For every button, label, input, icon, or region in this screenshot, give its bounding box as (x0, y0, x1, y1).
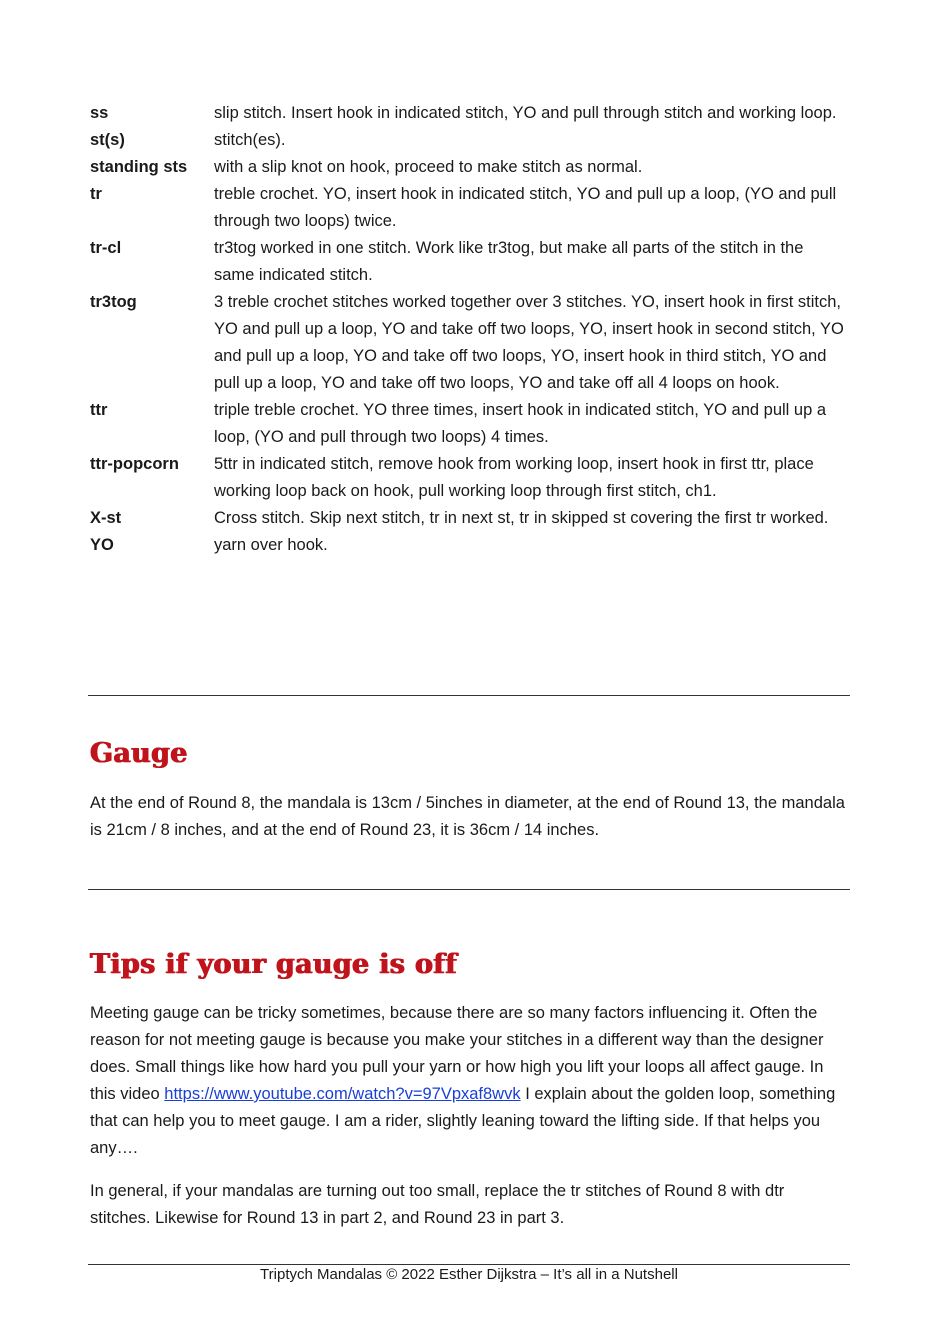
abbreviation-definition: triple treble crochet. YO three times, insert hook in indicated stitch, YO and pull up a loop, (YO and pull through two loops) 4 times. (214, 401, 827, 446)
tips-paragraph-2: In general, if your mandalas are turning out too small, replace the tr stitches of Round 8 with dtr stitches. Likewise for Round 13 in part 2, and Round 23 in part 3. (90, 1182, 785, 1227)
youtube-video-link[interactable]: https://www.youtube.com/watch?v=97Vpxaf8wvk (164, 1085, 521, 1103)
abbreviation-row (90, 505, 846, 532)
abbreviation-definition: slip stitch. Insert hook in indicated stitch, YO and pull through stitch and working loop. (214, 104, 837, 122)
abbreviation-definition: with a slip knot on hook, proceed to make stitch as normal. (214, 158, 643, 176)
abbreviation-definition: tr3tog worked in one stitch. Work like tr3tog, but make all parts of the stitch in the same indicated stitch. (214, 239, 804, 284)
gauge-heading: Gauge (90, 738, 188, 769)
tips-text-before-link: Meeting gauge can be tricky sometimes, because there are so many factors influencing it. Often the reason for not meeting gauge is because you make your stitches in a different way than the designer does. Small things like how hard you pull your yarn or how high you lift your loops all affect gauge. In this video (90, 1004, 824, 1103)
abbreviation-term: st(s) (90, 131, 125, 149)
abbreviation-row (90, 154, 846, 181)
section-divider (88, 889, 850, 890)
abbreviation-definition: 3 treble crochet stitches worked together over 3 stitches. YO, insert hook in first stitch, YO and pull up a loop, YO and take off two loops, YO, insert hook in second stitch, YO and pull up a loop, YO and take off two loops, YO, insert hook in third stitch, YO and pull up a loop, YO and take off two loops, YO and take off all 4 loops on hook. (214, 293, 844, 392)
abbreviation-row (90, 289, 846, 397)
abbreviation-row (90, 181, 846, 235)
abbreviation-definition: yarn over hook. (214, 536, 328, 554)
abbreviation-row (90, 127, 846, 154)
abbreviation-definition: 5ttr in indicated stitch, remove hook from working loop, insert hook in first ttr, place working loop back on hook, pull working loop through first stitch, ch1. (214, 455, 814, 500)
abbreviation-term: ttr (90, 401, 108, 419)
tips-heading: Tips if your gauge is off (90, 949, 458, 980)
section-divider (88, 695, 850, 696)
abbreviation-term: X-st (90, 509, 122, 527)
abbreviation-table (90, 100, 846, 559)
abbreviation-term: YO (90, 536, 114, 554)
abbreviation-term: standing sts (90, 158, 188, 176)
gauge-text: At the end of Round 8, the mandala is 13cm / 5inches in diameter, at the end of Round 13, the mandala is 21cm / 8 inches, and at the end of Round 23, it is 36cm / 14 inches. (90, 794, 845, 839)
abbreviation-term: ttr-popcorn (90, 455, 179, 473)
page-footer: Triptych Mandalas © 2022 Esther Dijkstra – It’s all in a Nutshell (260, 1266, 678, 1283)
abbreviation-row (90, 100, 846, 127)
abbreviation-row (90, 451, 846, 505)
abbreviation-row (90, 532, 846, 559)
abbreviation-term: tr-cl (90, 239, 122, 257)
abbreviation-row (90, 235, 846, 289)
abbreviation-definition: Cross stitch. Skip next stitch, tr in next st, tr in skipped st covering the first tr worked. (214, 509, 829, 527)
abbreviation-definition: stitch(es). (214, 131, 286, 149)
abbreviation-term: tr3tog (90, 293, 137, 311)
tips-paragraph-1 (90, 1000, 848, 1162)
abbreviation-term: tr (90, 185, 102, 203)
abbreviation-term: ss (90, 104, 109, 122)
tips-text-after-link: I explain about the golden loop, something that can help you to meet gauge. I am a rider, slightly leaning toward the lifting side. If that helps you any…. (90, 1085, 836, 1157)
abbreviation-row (90, 397, 846, 451)
abbreviation-definition: treble crochet. YO, insert hook in indicated stitch, YO and pull up a loop, (YO and pull through two loops) twice. (214, 185, 837, 230)
